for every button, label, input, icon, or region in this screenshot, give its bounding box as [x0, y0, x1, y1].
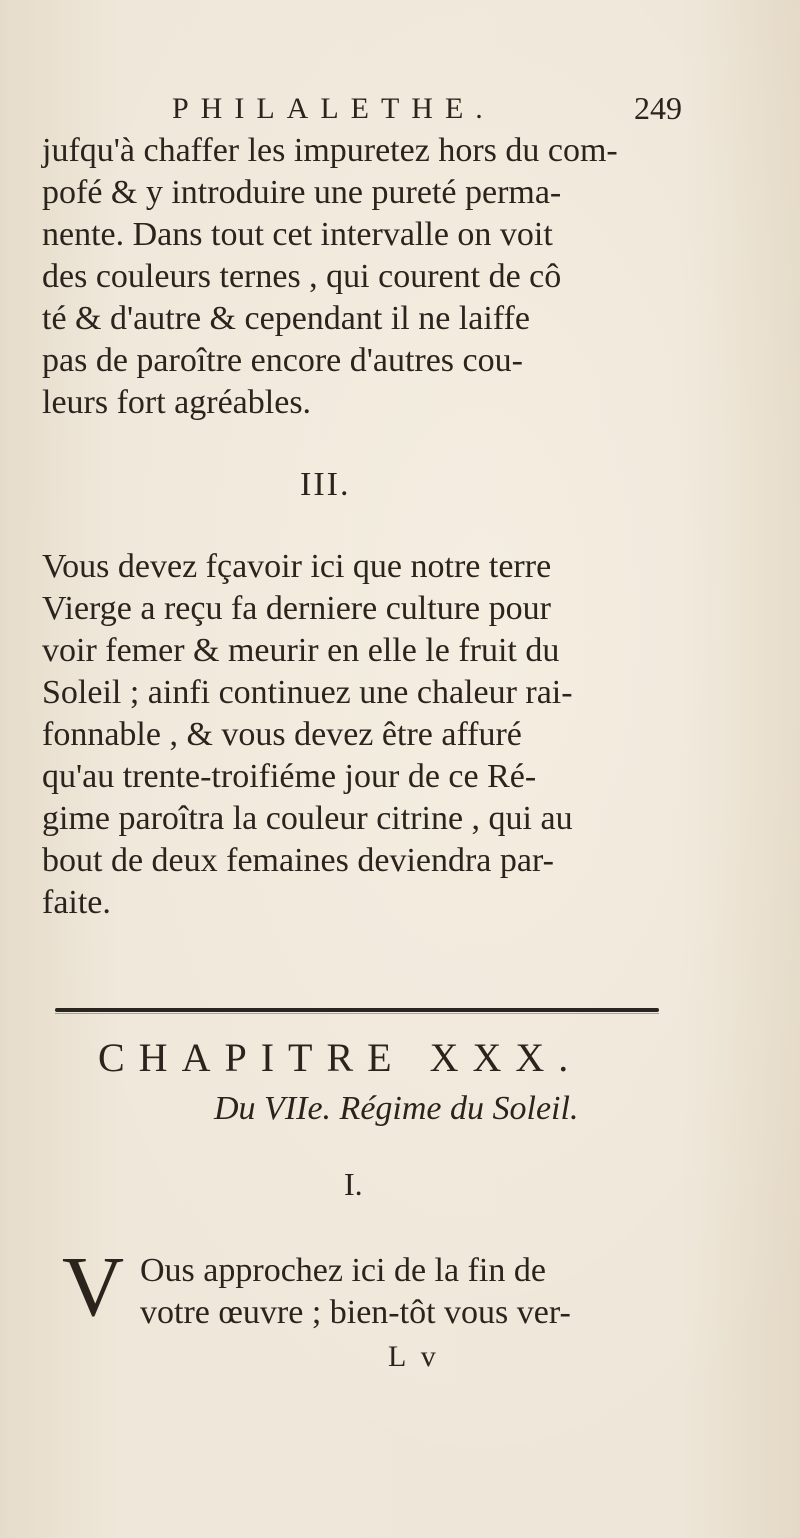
text-line: faite.: [42, 884, 111, 921]
section-heading-1: I.: [344, 1166, 363, 1202]
text-line: fonnable , & vous devez être affuré: [42, 716, 522, 753]
text-line: Vierge a reçu fa derniere culture pour: [42, 590, 551, 627]
drop-cap: V: [62, 1238, 125, 1334]
text-line: bout de deux femaines deviendra par-: [42, 842, 554, 879]
chapter-title: CHAPITRE XXX.: [98, 1035, 583, 1080]
text-line: jufqu'à chaffer les impuretez hors du com-: [42, 132, 618, 169]
text-line: votre œuvre ; bien-tôt vous ver-: [140, 1294, 571, 1331]
text-line: té & d'autre & cependant il ne laiffe: [42, 300, 530, 337]
text-line: gime paroîtra la couleur citrine , qui au: [42, 800, 573, 837]
section-heading-3: III.: [300, 466, 351, 503]
paragraph-2: [42, 546, 682, 924]
running-title: PHILALETHE.: [172, 92, 495, 125]
paragraph-3: [140, 1250, 682, 1334]
text-line: Soleil ; ainfi continuez une chaleur rai-: [42, 674, 573, 711]
text-line: nente. Dans tout cet intervalle on voit: [42, 216, 553, 253]
paragraph-1: [42, 130, 682, 424]
text-line: Ous approchez ici de la fin de: [140, 1252, 546, 1289]
page-number: 249: [634, 90, 682, 126]
text-line: des couleurs ternes , qui courent de cô: [42, 258, 562, 295]
chapter-subtitle: Du VIIe. Régime du Soleil.: [214, 1090, 579, 1127]
text-line: qu'au trente-troifiéme jour de ce Ré-: [42, 758, 537, 795]
text-line: pofé & y introduire une pureté perma-: [42, 174, 562, 211]
chapter-divider-rule: [55, 1008, 659, 1012]
text-line: voir femer & meurir en elle le fruit du: [42, 632, 560, 669]
text-line: Vous devez fçavoir ici que notre terre: [42, 548, 552, 585]
running-header: [172, 92, 682, 132]
text-line: leurs fort agréables.: [42, 384, 312, 421]
text-line: pas de paroître encore d'autres cou-: [42, 342, 523, 379]
signature-mark: L v: [388, 1340, 440, 1373]
